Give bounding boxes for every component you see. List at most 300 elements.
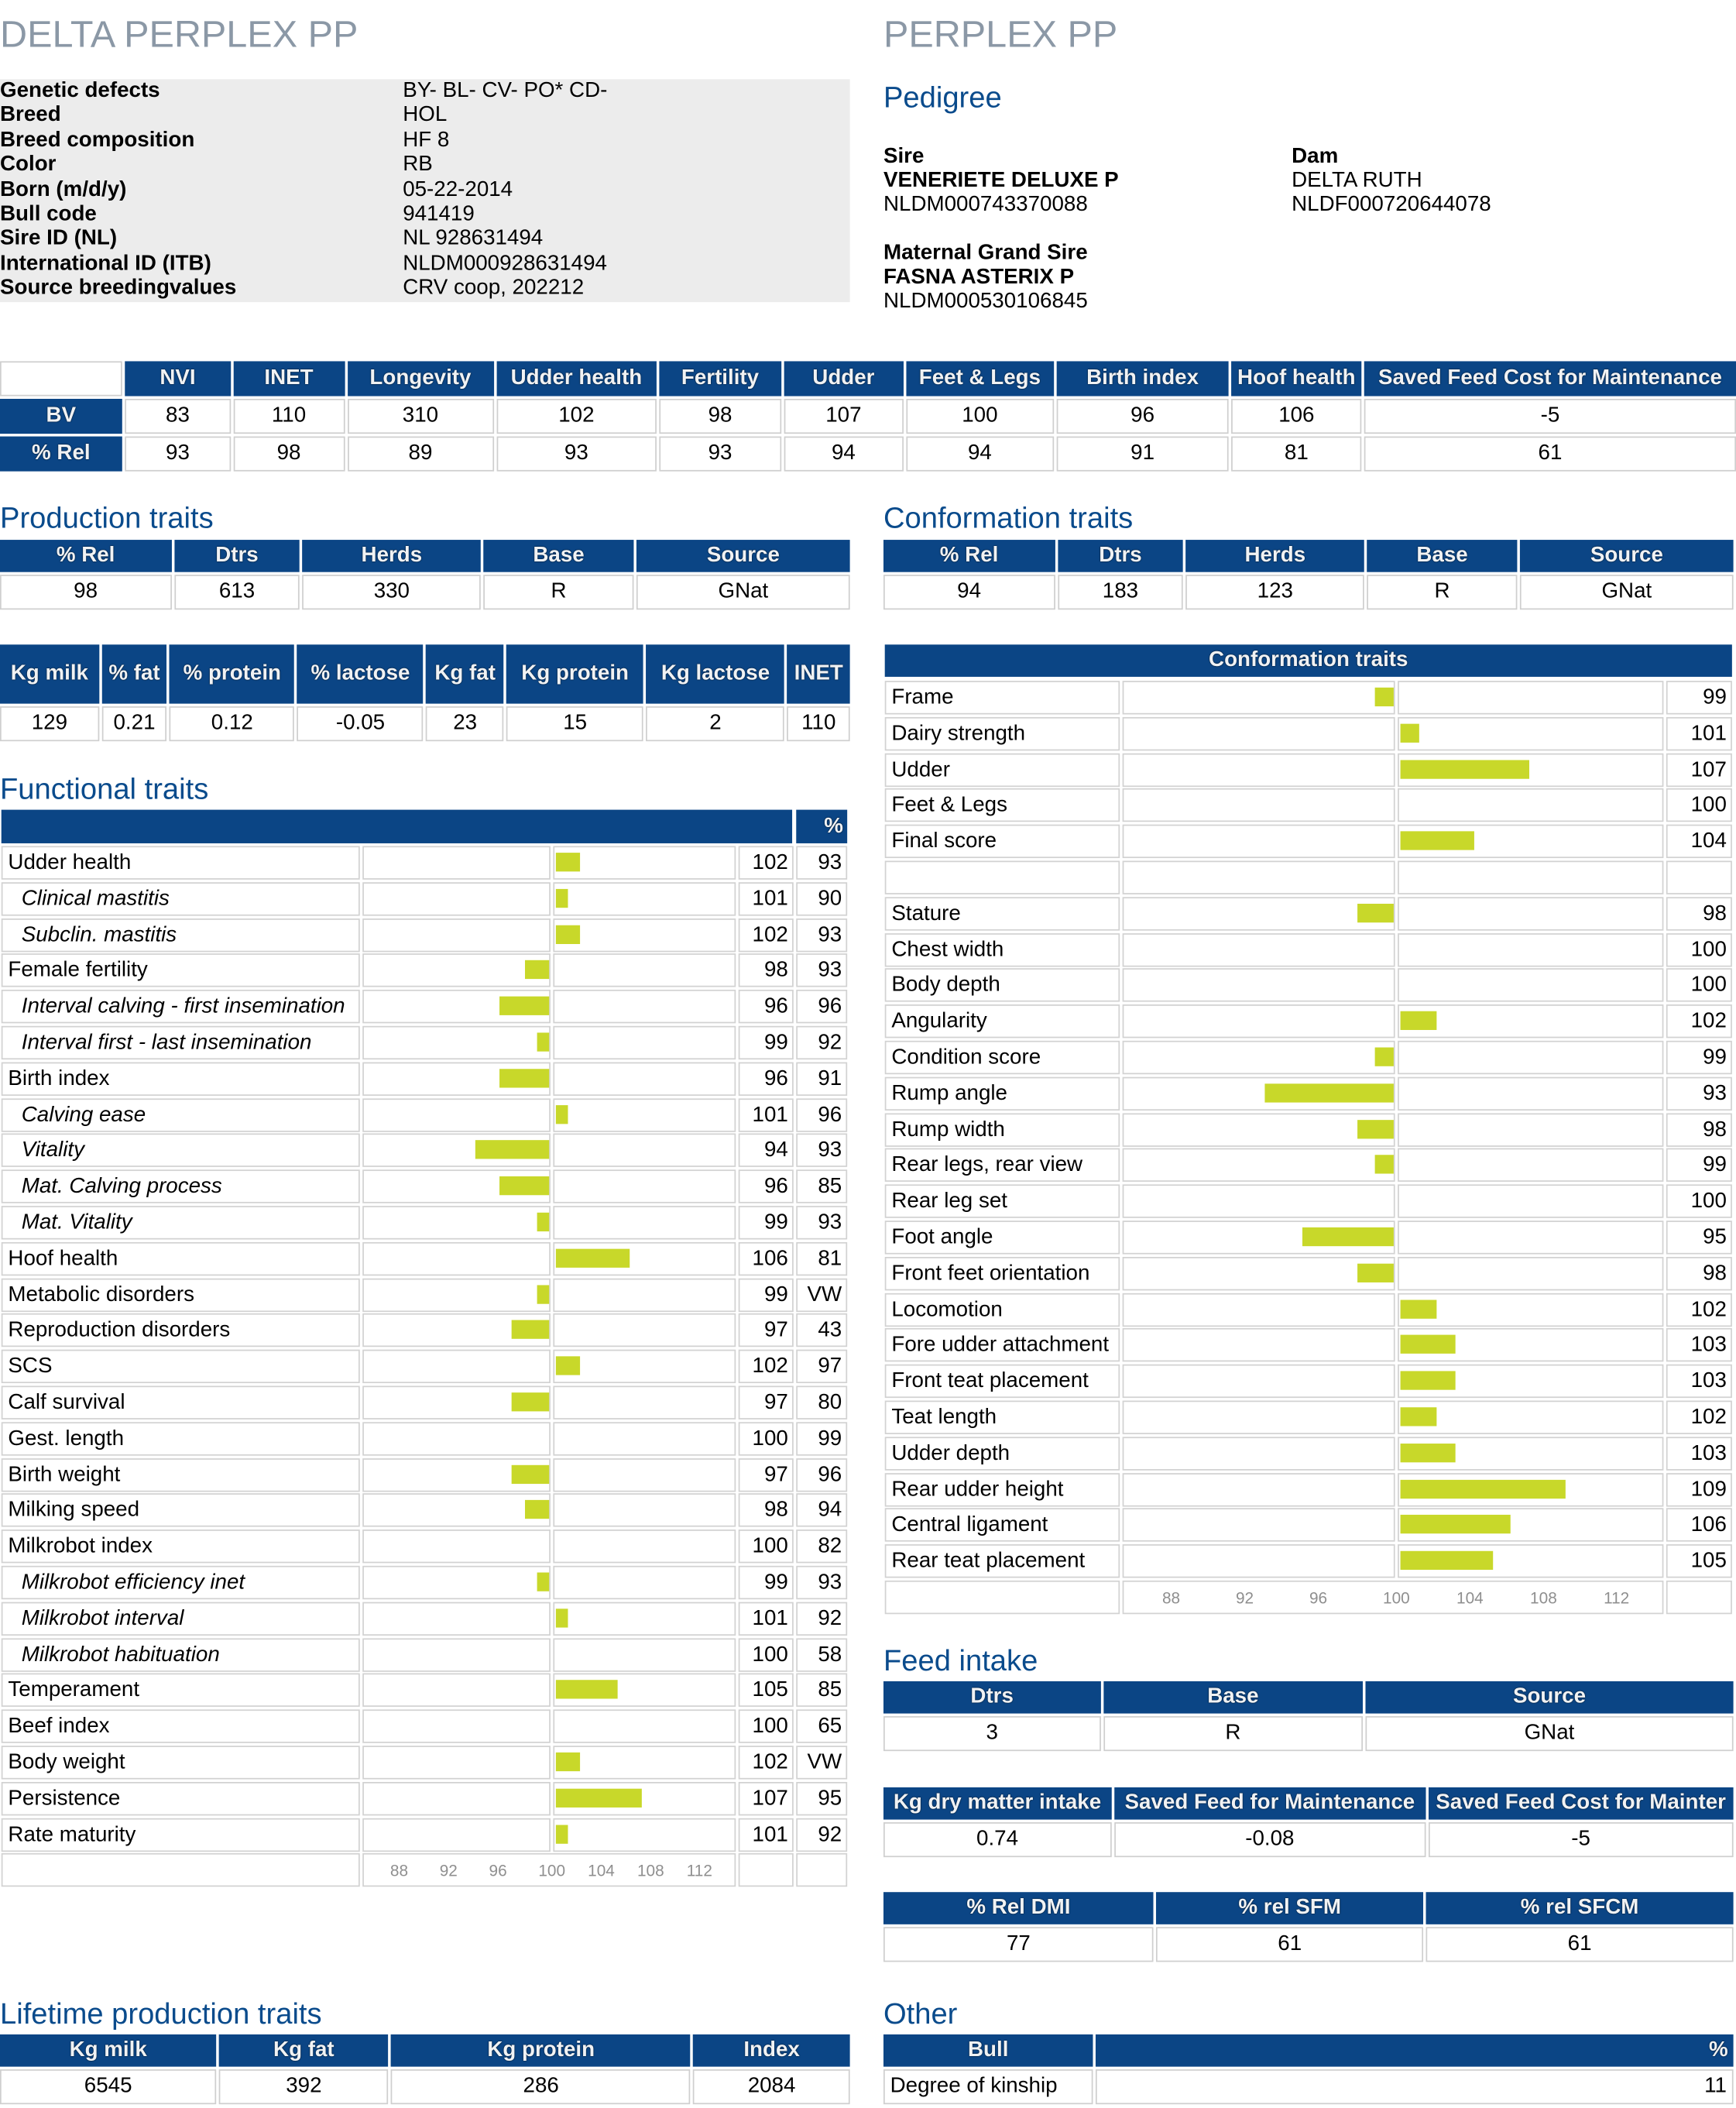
production-header: Dtrs: [174, 540, 300, 572]
trait-bar: [1401, 760, 1529, 778]
bar-cell-right: [1398, 932, 1663, 966]
trait-value: 107: [1666, 753, 1732, 786]
trait-value: 95: [1666, 1221, 1732, 1254]
conformation-summary-wrap: [881, 537, 1736, 613]
info-value: HF 8: [403, 129, 450, 152]
trait-row: [2, 990, 847, 1023]
dam-label: Dam: [1292, 145, 1339, 168]
info-value: CRV coop, 202212: [403, 276, 585, 300]
lifetime-cell: 392: [219, 2069, 389, 2104]
index-header: Hoof health: [1231, 361, 1361, 396]
feed-table-2-wrap: [881, 1784, 1736, 1859]
trait-value: 102: [1666, 1293, 1732, 1326]
trait-value: 100: [1666, 969, 1732, 1002]
trait-bar: [1401, 1516, 1511, 1534]
production-detail-header: % fat: [101, 644, 167, 703]
index-value: 93: [659, 437, 781, 472]
bar-cell-left: [362, 1206, 551, 1239]
trait-row: [885, 1041, 1732, 1074]
trait-bar: [537, 1032, 549, 1051]
trait-row: [2, 1674, 847, 1707]
info-label: International ID (ITB): [0, 252, 211, 276]
trait-row: [885, 1437, 1732, 1470]
trait-value: 97: [739, 1457, 794, 1491]
index-header: Udder: [784, 361, 903, 396]
trait-bar: [556, 1104, 568, 1123]
index-value: 102: [496, 399, 657, 434]
sire-id: NLDM000743370088: [883, 193, 1088, 217]
trait-row: [2, 1782, 847, 1815]
info-label: Source breedingvalues: [0, 276, 237, 300]
bar-cell-left: [362, 1674, 551, 1707]
axis-tick-label: 108: [1530, 1588, 1557, 1608]
production-detail-header: Kg protein: [506, 644, 643, 703]
bar-cell-left: [1123, 717, 1395, 750]
feed-cell: 3: [883, 1716, 1100, 1751]
trait-value: 101: [739, 1602, 794, 1635]
bar-cell-left: [362, 954, 551, 987]
trait-rel: 85: [796, 1674, 847, 1707]
info-label: Color: [0, 153, 57, 177]
trait-row: [2, 1422, 847, 1455]
trait-rel: 96: [796, 1098, 847, 1131]
trait-bar: [556, 1788, 643, 1807]
feed-rel-header: % rel SFCM: [1426, 1892, 1734, 1924]
trait-row: [2, 918, 847, 951]
trait-label: Temperament: [2, 1674, 360, 1707]
lifetime-table-wrap: [0, 2032, 853, 2107]
feed-values-header: Kg dry matter intake: [883, 1787, 1111, 1820]
trait-bar: [556, 889, 568, 908]
trait-row: [2, 1242, 847, 1275]
index-value: 91: [1056, 437, 1228, 472]
axis-rel-cell: [796, 1854, 847, 1887]
index-value: -5: [1364, 399, 1736, 434]
trait-rel: 92: [796, 1602, 847, 1635]
trait-bar: [556, 1608, 568, 1627]
index-header: Fertility: [659, 361, 781, 396]
trait-bar: [1302, 1227, 1394, 1246]
trait-value: 100: [739, 1422, 794, 1455]
bull-info-panel: [0, 79, 850, 302]
dam-block: [1292, 145, 1491, 218]
trait-rel: 93: [796, 846, 847, 879]
info-value: BY- BL- CV- PO* CD-: [403, 79, 608, 102]
index-value: 93: [496, 437, 657, 472]
trait-bar: [556, 1248, 630, 1267]
axis-row: [885, 1581, 1732, 1614]
trait-value: 101: [739, 882, 794, 915]
production-summary-table: [0, 537, 853, 613]
feed-values-header: Saved Feed for Maintenance: [1114, 1787, 1426, 1820]
trait-row: [2, 1602, 847, 1635]
trait-bar: [537, 1573, 549, 1591]
production-detail-cell: 0.12: [170, 706, 294, 741]
trait-value: 94: [739, 1134, 794, 1167]
trait-value: 102: [739, 846, 794, 879]
production-cell: 613: [174, 575, 300, 609]
trait-bar: [1401, 1444, 1456, 1462]
axis-tick-label: 100: [538, 1862, 566, 1881]
trait-label: Birth index: [2, 1062, 360, 1095]
trait-bar: [1375, 688, 1394, 706]
bar-cell-left: [362, 1566, 551, 1599]
index-row-label: BV: [0, 399, 122, 434]
feed-rel-header: % Rel DMI: [883, 1892, 1154, 1924]
axis-value-cell: [1666, 1581, 1732, 1614]
info-label: Breed composition: [0, 129, 195, 152]
trait-value: 98: [1666, 897, 1732, 930]
bar-cell-right: [1398, 1148, 1663, 1182]
production-detail-wrap: [0, 642, 853, 744]
production-cell: 330: [303, 575, 481, 609]
other-title: Other: [883, 1996, 958, 2031]
trait-rel: 92: [796, 1818, 847, 1851]
trait-rel: 58: [796, 1638, 847, 1671]
trait-row: [885, 932, 1732, 966]
bar-cell-right: [553, 1746, 736, 1779]
lifetime-header: Index: [694, 2034, 850, 2067]
index-value: 100: [906, 399, 1054, 434]
trait-row: [885, 1329, 1732, 1362]
trait-row: [2, 1494, 847, 1527]
bar-cell-right: [553, 1314, 736, 1348]
trait-bar: [556, 925, 581, 943]
lifetime-cell: 286: [391, 2069, 691, 2104]
production-detail-cell: 0.21: [101, 706, 167, 741]
trait-rel: 93: [796, 1134, 847, 1167]
bar-cell-right: [1398, 717, 1663, 750]
feed-table-3-wrap: [881, 1890, 1736, 1965]
info-value: NLDM000928631494: [403, 252, 607, 276]
trait-rel: VW: [796, 1746, 847, 1779]
bar-cell-right: [1398, 1221, 1663, 1254]
bull-name-title: PERPLEX PP: [883, 13, 1118, 56]
trait-row: [885, 681, 1732, 714]
sire-name: VENERIETE DELUXE P: [883, 169, 1119, 192]
trait-row: [885, 969, 1732, 1002]
trait-label: [885, 860, 1120, 894]
trait-row: [885, 1113, 1732, 1146]
sire-block: [883, 145, 1119, 218]
trait-row: [2, 1350, 847, 1383]
bar-cell-right: [553, 918, 736, 951]
bar-cell-left: [362, 918, 551, 951]
bar-cell-right: [553, 1494, 736, 1527]
trait-row: [2, 1710, 847, 1743]
trait-bar: [512, 1320, 549, 1339]
bar-cell-left: [1123, 1437, 1395, 1470]
trait-value: 99: [739, 1206, 794, 1239]
feed-rel-header: % rel SFM: [1156, 1892, 1423, 1924]
feed-rel-cell: 61: [1156, 1927, 1423, 1962]
bar-cell-right: [1398, 789, 1663, 822]
bar-cell-right: [553, 882, 736, 915]
kinship-label: Degree of kinship: [883, 2069, 1093, 2104]
axis-tick-label: 100: [1383, 1588, 1410, 1608]
bar-cell-right: [553, 1638, 736, 1671]
axis-tick-label: 92: [1235, 1588, 1254, 1608]
trait-bar: [556, 853, 581, 871]
trait-label: Angularity: [885, 1004, 1120, 1038]
trait-label: Udder health: [2, 846, 360, 879]
production-detail-cell: 15: [506, 706, 643, 741]
axis-tick-label: 92: [439, 1862, 458, 1881]
conformation-header: Herds: [1186, 540, 1364, 572]
bar-cell-right: [553, 1422, 736, 1455]
axis-row-label-cell: [885, 1581, 1120, 1614]
trait-label: Fore udder attachment: [885, 1329, 1120, 1362]
bar-cell-left: [362, 846, 551, 879]
index-value: 96: [1056, 399, 1228, 434]
production-detail-cell: -0.05: [297, 706, 424, 741]
trait-label: Gest. length: [2, 1422, 360, 1455]
trait-label: Locomotion: [885, 1293, 1120, 1326]
trait-bar: [512, 1392, 549, 1411]
trait-bar: [1401, 1407, 1437, 1426]
axis-row: [2, 1854, 847, 1887]
lifetime-header: Kg fat: [219, 2034, 389, 2067]
feed-values-cell: -5: [1429, 1822, 1734, 1857]
trait-label: Chest width: [885, 932, 1120, 966]
index-value: 107: [784, 399, 903, 434]
trait-bar: [475, 1141, 549, 1159]
conformation-title: Conformation traits: [883, 500, 1134, 535]
bar-cell-right: [553, 1026, 736, 1059]
feed-table-1-wrap: [881, 1679, 1736, 1754]
trait-value: 96: [739, 990, 794, 1023]
bar-cell-right: [553, 1457, 736, 1491]
trait-label: Final score: [885, 825, 1120, 858]
trait-row: [885, 1257, 1732, 1290]
trait-row: [2, 1278, 847, 1311]
bar-cell-left: [362, 1530, 551, 1563]
functional-header-pct: %: [796, 810, 847, 843]
dam-name: DELTA RUTH: [1292, 169, 1422, 192]
other-table: [881, 2032, 1736, 2107]
trait-value: 100: [1666, 932, 1732, 966]
feed-cell: R: [1103, 1716, 1363, 1751]
trait-value: 98: [1666, 1113, 1732, 1146]
trait-bar: [499, 997, 549, 1015]
bar-cell-right: [553, 1602, 736, 1635]
index-row-label: % Rel: [0, 437, 122, 472]
trait-rel: 65: [796, 1710, 847, 1743]
lifetime-title: Lifetime production traits: [0, 1996, 322, 2031]
index-header: Udder health: [496, 361, 657, 396]
trait-row: [2, 1746, 847, 1779]
trait-row: [885, 1076, 1732, 1110]
conformation-cell: GNat: [1520, 575, 1733, 609]
lifetime-header: Kg milk: [0, 2034, 216, 2067]
trait-value: 99: [1666, 1148, 1732, 1182]
bar-cell-right: [1398, 1401, 1663, 1434]
info-value: HOL: [403, 104, 448, 127]
bar-cell-left: [1123, 1041, 1395, 1074]
index-header: Feet & Legs: [906, 361, 1054, 396]
bar-cell-left: [362, 1494, 551, 1527]
trait-row: [2, 1566, 847, 1599]
trait-rel: 95: [796, 1782, 847, 1815]
conformation-summary-table: [881, 537, 1736, 613]
bar-cell-left: [1123, 1185, 1395, 1218]
trait-value: 106: [1666, 1509, 1732, 1542]
trait-value: 100: [739, 1638, 794, 1671]
feed-values-cell: -0.08: [1114, 1822, 1426, 1857]
trait-label: Feet & Legs: [885, 789, 1120, 822]
trait-value: 102: [1666, 1004, 1732, 1038]
mgs-block: [883, 242, 1088, 314]
trait-label: Dairy strength: [885, 717, 1120, 750]
trait-label: Body depth: [885, 969, 1120, 1002]
bar-cell-right: [553, 1385, 736, 1419]
feed-values-table: [881, 1784, 1736, 1859]
trait-label: Milkrobot index: [2, 1530, 360, 1563]
trait-row: [2, 1818, 847, 1851]
production-header: Source: [636, 540, 849, 572]
info-label: Genetic defects: [0, 79, 160, 102]
bar-cell-left: [362, 1710, 551, 1743]
index-header: Saved Feed Cost for Maintenance: [1364, 361, 1736, 396]
index-value: 89: [347, 437, 493, 472]
bar-cell-left: [362, 1350, 551, 1383]
functional-title: Functional traits: [0, 772, 209, 806]
production-header: Herds: [303, 540, 481, 572]
mgs-label: Maternal Grand Sire: [883, 242, 1088, 265]
trait-value: 97: [739, 1314, 794, 1348]
trait-rel: 96: [796, 1457, 847, 1491]
trait-label: Clinical mastitis: [2, 882, 360, 915]
info-value: NL 928631494: [403, 227, 544, 251]
trait-row: [885, 1148, 1732, 1182]
trait-label: Stature: [885, 897, 1120, 930]
trait-row: [2, 1638, 847, 1671]
trait-rel: VW: [796, 1278, 847, 1311]
feed-rel-table: [881, 1890, 1736, 1965]
bar-cell-left: [1123, 825, 1395, 858]
trait-bar: [1401, 1479, 1566, 1498]
trait-bar: [1401, 832, 1474, 850]
bar-cell-left: [1123, 1113, 1395, 1146]
axis-tick-label: 96: [1309, 1588, 1328, 1608]
info-value: 05-22-2014: [403, 177, 513, 201]
trait-bar: [1357, 1119, 1393, 1138]
trait-row: [2, 1385, 847, 1419]
feed-values-header: Saved Feed Cost for Mainter: [1429, 1787, 1734, 1820]
feed-values-cell: 0.74: [883, 1822, 1111, 1857]
bar-cell-left: [362, 1638, 551, 1671]
trait-label: Mat. Vitality: [2, 1206, 360, 1239]
bar-cell-right: [553, 1818, 736, 1851]
trait-rel: 92: [796, 1026, 847, 1059]
production-detail-cell: 110: [787, 706, 850, 741]
production-detail-header: INET: [787, 644, 850, 703]
production-title: Production traits: [0, 500, 214, 535]
trait-label: Interval calving - first insemination: [2, 990, 360, 1023]
info-label: Breed: [0, 104, 61, 127]
info-label: Born (m/d/y): [0, 177, 127, 201]
trait-label: Beef index: [2, 1710, 360, 1743]
production-header: % Rel: [0, 540, 171, 572]
trait-row: [2, 1026, 847, 1059]
bar-cell-left: [1123, 1472, 1395, 1505]
trait-bar: [499, 1069, 549, 1087]
trait-bar: [1357, 1263, 1393, 1282]
bar-cell-left: [362, 1782, 551, 1815]
bar-cell-left: [1123, 1148, 1395, 1182]
production-detail-cell: 129: [0, 706, 99, 741]
bar-cell-left: [1123, 1365, 1395, 1398]
conformation-header: Source: [1520, 540, 1733, 572]
bar-cell-left: [1123, 1004, 1395, 1038]
bar-cell-right: [1398, 1004, 1663, 1038]
axis-tick-label: 112: [1604, 1588, 1630, 1608]
info-value: RB: [403, 153, 433, 177]
bar-cell-right: [1398, 1185, 1663, 1218]
trait-value: 99: [739, 1566, 794, 1599]
index-corner: [0, 361, 122, 396]
trait-row: [2, 1062, 847, 1095]
trait-value: 102: [739, 1350, 794, 1383]
conformation-header: % Rel: [883, 540, 1055, 572]
breeding-index-table: [0, 359, 1736, 474]
trait-row: [2, 1530, 847, 1563]
production-summary-wrap: [0, 537, 853, 613]
conformation-cell: 94: [883, 575, 1055, 609]
index-value: 83: [125, 399, 231, 434]
index-value: 94: [784, 437, 903, 472]
trait-bar: [1401, 1011, 1437, 1030]
trait-label: Milking speed: [2, 1494, 360, 1527]
other-table-wrap: [881, 2032, 1736, 2107]
bar-cell-left: [1123, 1329, 1395, 1362]
axis-row-label-cell: [2, 1854, 360, 1887]
trait-value: 96: [739, 1062, 794, 1095]
kinship-value: 11: [1096, 2069, 1734, 2104]
trait-row: [2, 1098, 847, 1131]
feed-header: Source: [1365, 1681, 1733, 1714]
mgs-name: FASNA ASTERIX P: [883, 266, 1075, 289]
trait-rel: 91: [796, 1062, 847, 1095]
trait-row: [2, 1134, 847, 1167]
trait-row: [885, 1365, 1732, 1398]
conformation-header: Dtrs: [1058, 540, 1184, 572]
bar-cell-left: [1123, 860, 1395, 894]
bar-cell-left: [1123, 1544, 1395, 1578]
trait-value: 102: [1666, 1401, 1732, 1434]
trait-bar: [524, 1501, 549, 1519]
trait-value: 103: [1666, 1437, 1732, 1470]
feed-header: Base: [1103, 1681, 1363, 1714]
other-header: Bull: [883, 2034, 1093, 2067]
trait-row: [885, 860, 1732, 894]
pedigree-title: Pedigree: [883, 81, 1002, 115]
trait-row: [885, 1544, 1732, 1578]
trait-label: Frame: [885, 681, 1120, 714]
bar-cell-left: [1123, 1257, 1395, 1290]
trait-row: [885, 1185, 1732, 1218]
conformation-cell: 123: [1186, 575, 1364, 609]
axis-tick-label: 112: [686, 1862, 712, 1881]
feed-cell: GNat: [1365, 1716, 1733, 1751]
trait-value: 99: [1666, 1041, 1732, 1074]
trait-label: Milkrobot habituation: [2, 1638, 360, 1671]
bar-cell-right: [553, 990, 736, 1023]
trait-rel: 96: [796, 990, 847, 1023]
trait-label: Rate maturity: [2, 1818, 360, 1851]
bar-cell-left: [1123, 789, 1395, 822]
trait-label: Subclin. mastitis: [2, 918, 360, 951]
